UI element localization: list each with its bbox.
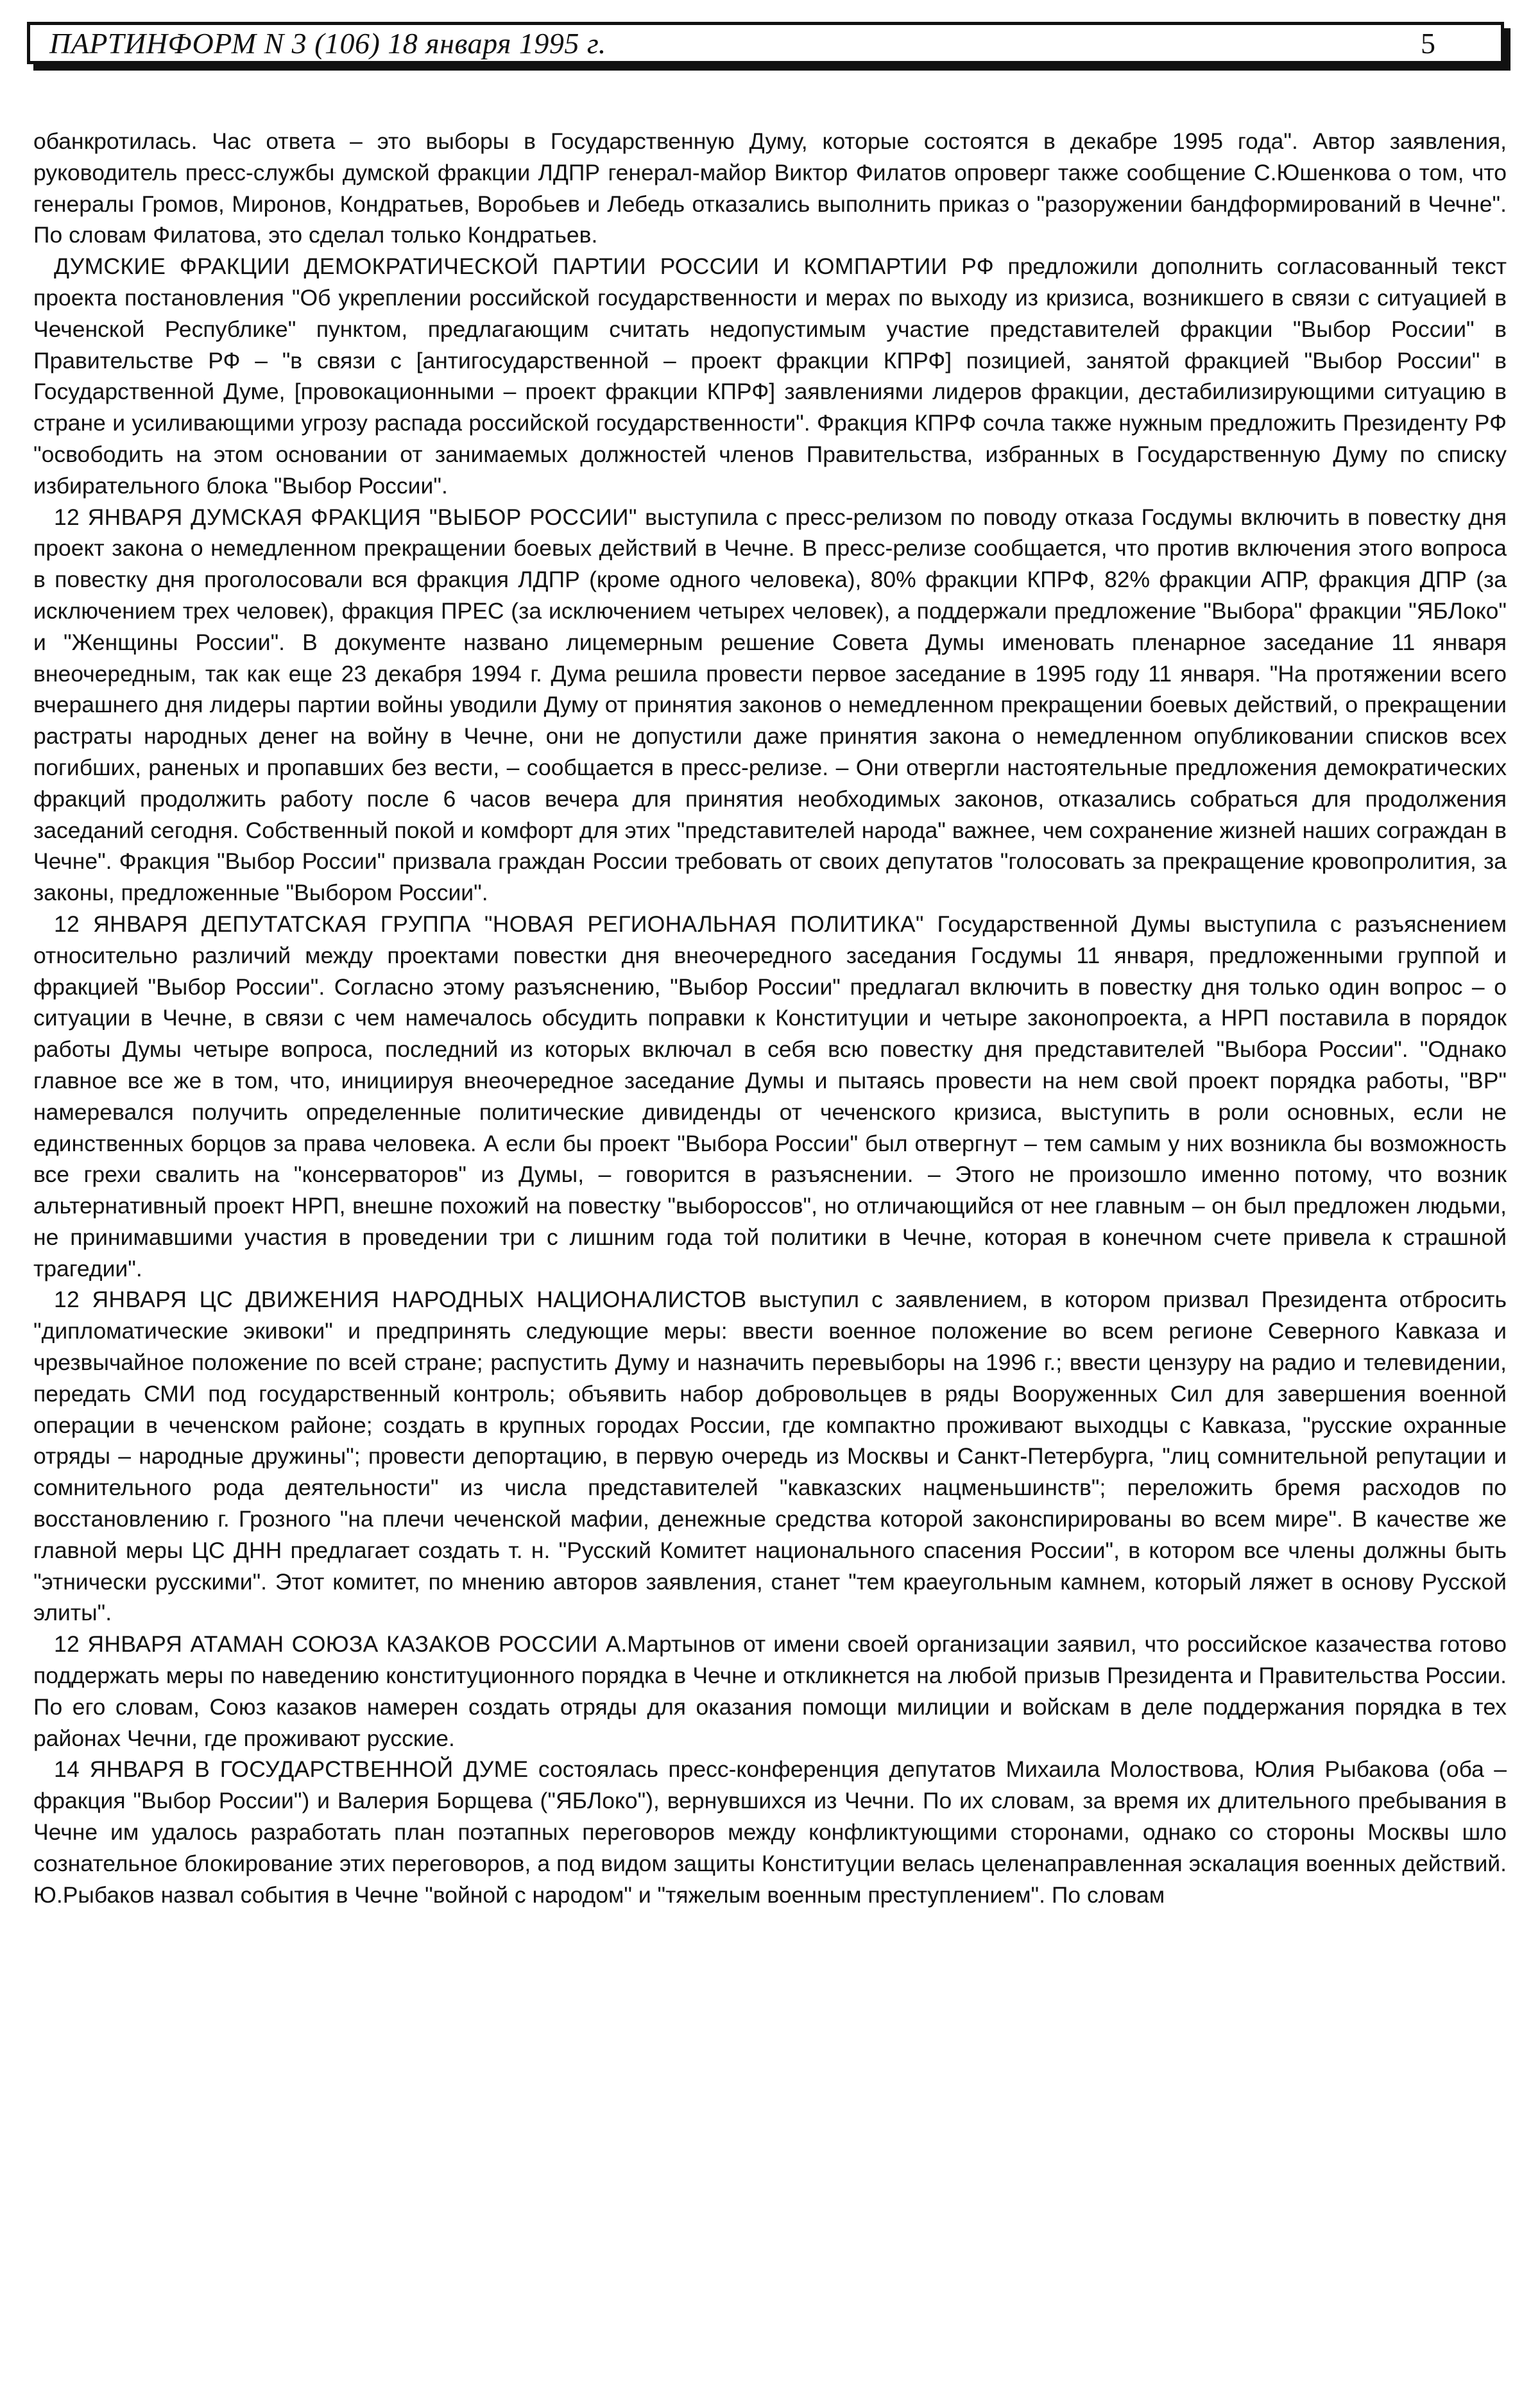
paragraph-text: выступила с пресс-релизом по поводу отказа Госдумы включить в повестку дня проект закона о немедленном прекращении боевых действий в Чечне. В пресс-релизе сообщается, что против включения этого вопроса в повестку дня проголосовали вся фракция ЛДПР (кроме одного человека), 80% фракции КПРФ, 82% фракции АПР, фракция ДПР (за исключением трех человек), фракция ПРЕС (за исключением четырех человек), а поддержали предложение "Выбора" фракции "ЯБЛоко" и "Женщины России". В документе названо лицемерным решение Совета Думы именовать пленарное заседание 11 января внеочередным, так как еще 23 декабря 1994 г. Дума решила провести первое заседание в 1995 году 11 января. "На протяжении всего вчерашнего дня лидеры партии войны уводили Думу от принятия законов о немедленном прекращении боевых действий, о прекращении растраты народных денег на войну в Чечне, они не допустили даже принятия закона о немедленном опубликовании списков всех погибших, раненых и пропавших без вести, – сообщается в пресс-релизе. – Они отвергли настоятельные предложения демократических фракций продолжить работу после 6 часов вечера для принятия необходимых законов, отказались собраться для продолжения заседаний сегодня. Собственный покой и комфорт для этих "представителей народа" важнее, чем сохранение жизней наших сограждан в Чечне". Фракция "Выбор России" призвала граждан России требовать от своих депутатов "голосовать за прекращение кровопролития, за законы, предложенные "Выбором России".: [33, 504, 1507, 906]
header-title: ПАРТИНФОРМ N 3 (106) 18 января 1995 г.: [49, 26, 606, 60]
paragraph-lead: 12 ЯНВАРЯ АТАМАН СОЮЗА КАЗАКОВ РОССИИ: [54, 1631, 598, 1658]
page-number: 5: [1421, 26, 1435, 60]
paragraph-1: [33, 126, 1507, 251]
paragraph-lead: 12 ЯНВАРЯ ДЕПУТАТСКАЯ ГРУППА "НОВАЯ РЕГИОНАЛЬНАЯ ПОЛИТИКА": [54, 911, 924, 937]
paragraph-lead: 14 ЯНВАРЯ В ГОСУДАРСТВЕННОЙ ДУМЕ: [54, 1756, 529, 1783]
paragraph-text: состоялась пресс-конференция депутатов Михаила Молоствова, Юлия Рыбакова (оба – фракция "Выбор России") и Валерия Борщева ("ЯБЛоко"), вернувшихся из Чечни. По их словам, за время их длительного пребывания в Чечне им удалось разработать план поэтапных переговоров между конфликтующими сторонами, однако со стороны Москвы шло сознательное блокирование этих переговоров, а под видом защиты Конституции велась целенаправленная эскалация военных действий. Ю.Рыбаков назвал события в Чечне "войной с народом" и "тяжелым военным преступлением". По словам: [33, 1756, 1507, 1908]
paragraph-lead: 12 ЯНВАРЯ ДУМСКАЯ ФРАКЦИЯ "ВЫБОР РОССИИ": [54, 504, 637, 530]
paragraph-lead: 12 ЯНВАРЯ ЦС ДВИЖЕНИЯ НАРОДНЫХ НАЦИОНАЛИСТОВ: [54, 1287, 747, 1313]
paragraph-text: обанкротилась. Час ответа – это выборы в Государственную Думу, которые состоятся в декабре 1995 года". Автор заявления, руководитель пресс-службы думской фракции ЛДПР генерал-майор Виктор Филатов опроверг также сообщение С.Юшенкова о том, что генералы Громов, Миронов, Кондратьев, Воробьев и Лебедь отказались выполнить приказ о "разоружении бандформирований в Чечне". По словам Филатова, это сделал только Кондратьев.: [33, 128, 1507, 248]
paragraph-text: выступил с заявлением, в котором призвал Президента отбросить "дипломатические экивоки" и предпринять следующие меры: ввести военное положение во всем регионе Северного Кавказа и чрезвычайное положение по всей стране; распустить Думу и назначить перевыборы на 1996 г.; ввести цензуру на радио и телевидении, передать СМИ под государственный контроль; объявить набор добровольцев в ряды Вооруженных Сил для завершения военной операции в чеченском районе; создать в крупных городах России, где компактно проживают выходцы с Кавказа, "русские охранные отряды – народные дружины"; провести депортацию, в первую очередь из Москвы и Санкт-Петербурга, "лиц сомнительной репутации и сомнительного рода деятельности" из числа представителей "кавказских нацменьшинств"; переложить бремя расходов по восстановлению г. Грозного "на плечи чеченской мафии, денежные средства которой законспирированы во всем мире". В качестве же главной меры ЦС ДНН предлагает создать т. н. "Русский Комитет национального спасения России", в котором все члены должны быть "этнически русскими". Этот комитет, по мнению авторов заявления, станет "тем краеугольным камнем, который ляжет в основу Русской элиты".: [33, 1287, 1507, 1626]
paragraph-6: [33, 1629, 1507, 1754]
paragraph-text: предложили дополнить согласованный текст проекта постановления "Об укреплении российской государственности и мерах по выходу из кризиса, возникшего в связи с ситуацией в Чеченской Республике" пунктом, предлагающим считать недопустимым участие представителей фракции "Выбор России" в Правительстве РФ – "в связи с [антигосударственной – проект фракции КПРФ] позицией, занятой фракцией "Выбор России" в Государственной Думе, [провокационными – проект фракции КПРФ] заявлениями лидеров фракции, дестабилизирующими ситуацию в стране и усиливающими угрозу распада российской государственности". Фракция КПРФ сочла также нужным предложить Президенту РФ "освободить на этом основании от занимаемых должностей членов Правительства, избранных в Государственную Думу по списку избирательного блока "Выбор России".: [33, 253, 1507, 499]
paragraph-7: [33, 1754, 1507, 1910]
paragraph-3: [33, 502, 1507, 909]
newspaper-header: [27, 22, 1504, 64]
paragraph-5: [33, 1284, 1507, 1629]
paragraph-4: [33, 909, 1507, 1285]
paragraph-lead: ДУМСКИЕ ФРАКЦИИ ДЕМОКРАТИЧЕСКОЙ ПАРТИИ РОССИИ И КОМПАРТИИ РФ: [54, 253, 995, 280]
paragraph-2: [33, 251, 1507, 501]
article-body: [33, 126, 1507, 1910]
paragraph-text: Государственной Думы выступила с разъяснением относительно различий между проектами повестки дня внеочередного заседания Госдумы 11 января, предложенными группой и фракцией "Выбор России". Согласно этому разъяснению, "Выбор России" предлагал включить в повестку дня только один вопрос – о ситуации в Чечне, в связи с чем намечалось обсудить поправки к Конституции и четыре законопроекта, а НРП поставила в порядок работы Думы четыре вопроса, последний из которых включал в себя всю повестку дня представителей "Выбора России". "Однако главное все же в том, что, инициируя внеочередное заседание Думы и пытаясь провести на нем свой проект порядка работы, "ВР" намеревался получить определенные политические дивиденды от чеченского кризиса, выступить в роли основных, если не единственных борцов за права человека. А если бы проект "Выбора России" был отвергнут – тем самым у них возникла бы возможность все грехи свалить на "консерваторов" из Думы, – говорится в разъяснении. – Этого не произошло именно потому, что возник альтернативный проект НРП, внешне похожий на повестку "выбороссов", но отличающийся от нее главным – он был предложен людьми, не принимавшими участия в проведении три с лишним года той политики в Чечне, которая в конечном счете привела к страшной трагедии".: [33, 911, 1507, 1281]
paragraph-text: А.Мартынов от имени своей организации заявил, что российское казачества готово поддержать меры по наведению конституционного порядка в Чечне и откликнется на любой призыв Президента и Правительства России. По его словам, Союз казаков намерен создать отряды для оказания помощи милиции и войскам в деле поддержания порядка в тех районах Чечни, где проживают русские.: [33, 1631, 1507, 1751]
